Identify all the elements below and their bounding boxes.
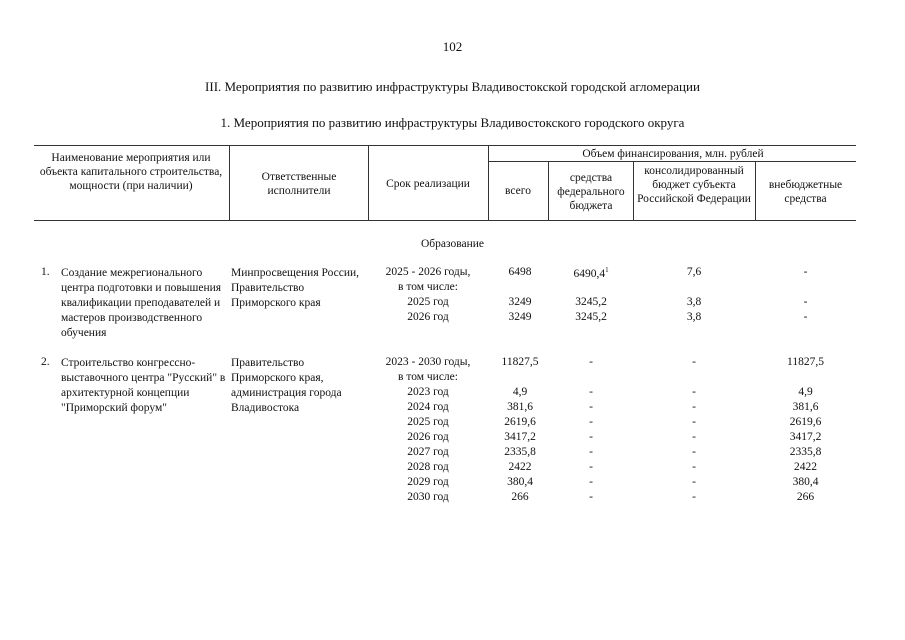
subsection-title: 1. Мероприятия по развитию инфраструктуры Владивостокского городского округа: [220, 115, 685, 130]
total-cell: 4,9: [512, 386, 528, 398]
extra-cell: -: [803, 266, 808, 278]
federal-cell: -: [589, 356, 593, 368]
total-cell: 2619,6: [504, 416, 536, 428]
section-title: III. Мероприятия по развитию инфраструктуры Владивостокской городской агломерации: [205, 79, 700, 94]
row-name: Строительство конгрессно-выставочного центра "Русский" в архитектурной концепции "Приморский форум": [61, 357, 226, 414]
federal-cell: 6490,4$^1$: [573, 266, 609, 280]
term-cell: в том числе:: [398, 371, 458, 383]
federal-cell: -: [589, 386, 593, 398]
row-responsible: Минпросвещения России, Правительство Приморского края: [231, 267, 360, 309]
term-cell: 2029 год: [407, 476, 449, 488]
extra-cell: 11827,5: [787, 356, 824, 368]
regional-cell: -: [692, 476, 696, 488]
regional-cell: -: [692, 431, 696, 443]
federal-cell: -: [589, 476, 593, 488]
column-divider: [229, 145, 230, 221]
extra-cell: 2619,6: [789, 416, 822, 428]
regional-cell: -: [692, 416, 696, 428]
row-number: 2.: [41, 356, 50, 368]
regional-cell: -: [692, 446, 696, 458]
extra-cell: 3417,2: [789, 431, 822, 443]
header-responsible: Ответственные исполнители: [261, 171, 337, 197]
row-name: Создание межрегионального центра подготовки и повышения квалификации преподавателей и мастеров производственного обучения: [61, 267, 222, 339]
total-cell: 3249: [508, 296, 532, 308]
term-cell: 2024 год: [407, 401, 449, 413]
row-number: 1.: [41, 266, 50, 278]
federal-cell: -: [589, 416, 593, 428]
total-cell: 6498: [508, 266, 532, 278]
table-top-border: [34, 145, 856, 146]
total-cell: 380,4: [507, 476, 533, 488]
header-funding: Объем финансирования, млн. рублей: [582, 148, 764, 160]
term-cell: 2023 год: [407, 386, 449, 398]
table-header-bottom-border: [34, 220, 856, 221]
regional-cell: -: [692, 386, 696, 398]
term-cell: 2025 год: [407, 296, 449, 308]
term-cell: 2026 год: [407, 311, 449, 323]
column-divider: [488, 145, 489, 221]
extra-cell: 380,4: [792, 476, 819, 488]
term-cell: 2026 год: [407, 431, 449, 443]
page-number: 102: [442, 39, 463, 54]
total-cell: 11827,5: [501, 356, 539, 368]
extra-cell: 4,9: [798, 386, 813, 398]
column-divider: [755, 161, 756, 221]
total-cell: 266: [511, 491, 529, 503]
footnote-marker: 1: [605, 266, 609, 274]
column-divider: [548, 161, 549, 221]
header-total: всего: [505, 185, 531, 197]
regional-cell: -: [692, 401, 696, 413]
row-responsible: Правительство Приморского края, администрация города Владивостока: [231, 357, 342, 414]
header-extra: внебюджетные средства: [768, 179, 843, 205]
extra-cell: -: [803, 296, 808, 308]
term-cell: 2025 - 2026 годы,: [385, 266, 471, 278]
extra-cell: 266: [796, 491, 815, 503]
column-divider: [633, 161, 634, 221]
header-term: Срок реализации: [386, 178, 470, 190]
term-cell: 2030 год: [407, 491, 449, 503]
federal-cell: -: [589, 461, 593, 473]
term-cell: 2023 - 2030 годы,: [385, 356, 471, 368]
regional-cell: -: [692, 491, 696, 503]
extra-cell: 381,6: [792, 401, 819, 413]
regional-cell: 7,6: [686, 266, 702, 278]
header-federal: средства федерального бюджета: [557, 172, 625, 212]
federal-cell: -: [589, 401, 593, 413]
extra-cell: -: [803, 311, 808, 323]
total-cell: 381,6: [507, 401, 533, 413]
regional-cell: -: [692, 461, 696, 473]
regional-cell: 3,8: [686, 296, 702, 308]
federal-cell: -: [589, 446, 593, 458]
extra-cell: 2335,8: [789, 446, 822, 458]
term-cell: в том числе:: [398, 281, 458, 293]
header-regional: консолидированный бюджет субъекта Российской Федерации: [637, 165, 751, 205]
funding-divider: [488, 161, 856, 162]
total-cell: 2422: [508, 461, 532, 473]
federal-cell: 3245,2: [575, 296, 607, 308]
federal-cell: -: [589, 491, 593, 503]
federal-cell: -: [589, 431, 593, 443]
term-cell: 2025 год: [407, 416, 449, 428]
total-cell: 3417,2: [504, 431, 536, 443]
column-divider: [368, 145, 369, 221]
extra-cell: 2422: [794, 461, 817, 473]
total-cell: 3249: [508, 311, 532, 323]
term-cell: 2028 год: [407, 461, 449, 473]
category-label: Образование: [420, 238, 485, 250]
term-cell: 2027 год: [407, 446, 449, 458]
regional-cell: 3,8: [686, 311, 702, 323]
header-name: Наименование мероприятия или объекта капитального строительства, мощности (при наличии): [39, 152, 223, 192]
federal-cell: 3245,2: [575, 311, 607, 323]
total-cell: 2335,8: [504, 446, 536, 458]
regional-cell: -: [692, 356, 696, 368]
